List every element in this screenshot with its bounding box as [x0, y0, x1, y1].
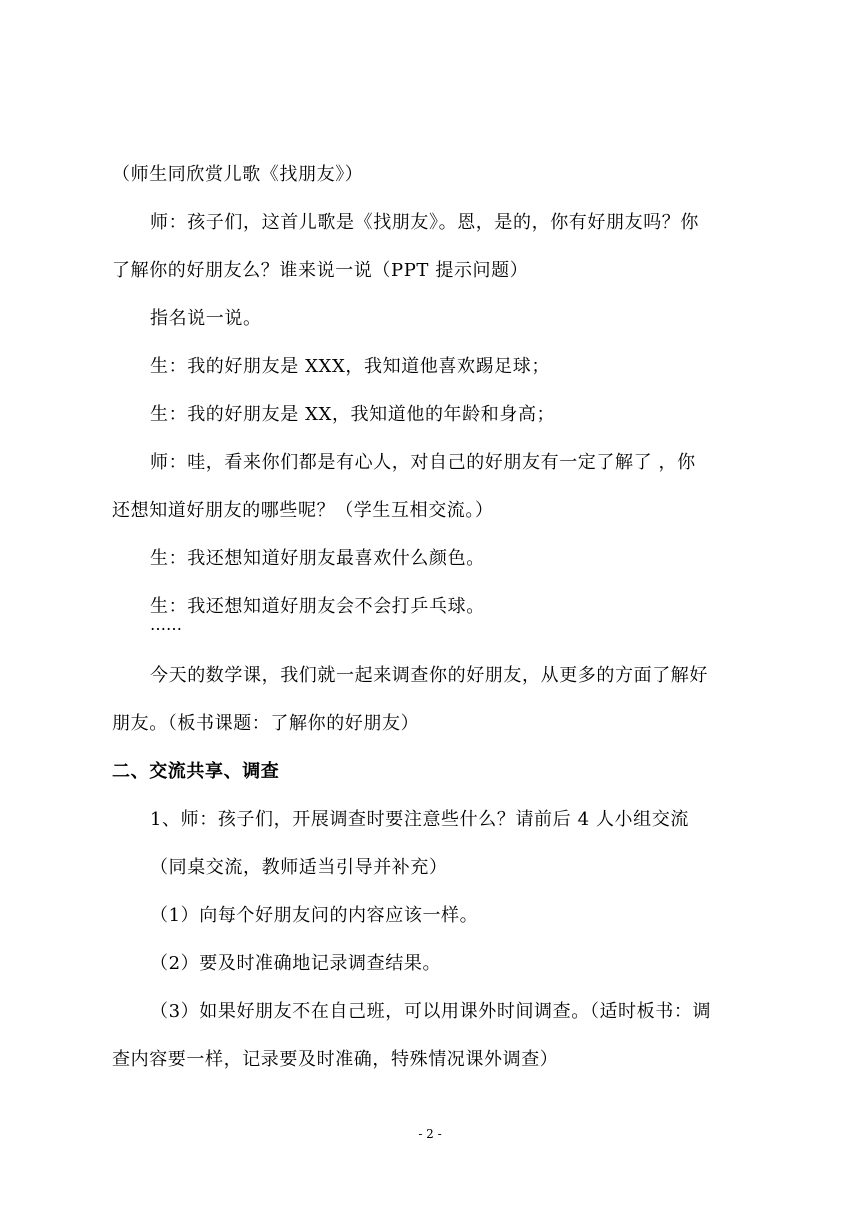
- paragraph-line: 指名说一说。: [150, 308, 262, 329]
- paragraph-line: 还想知道好朋友的哪些呢？（学生互相交流。）: [112, 500, 494, 521]
- page-number: - 2 -: [418, 1127, 442, 1141]
- paragraph-line: （同桌交流，教师适当引导并补充）: [150, 857, 448, 878]
- paragraph-line: 查内容要一样，记录要及时准确，特殊情况课外调查）: [112, 1049, 559, 1070]
- paragraph-line: （2）要及时准确地记录调查结果。: [150, 953, 442, 974]
- paragraph-line: （师生同欣赏儿歌《找朋友》）: [112, 164, 364, 185]
- paragraph-line: 师：孩子们，这首儿歌是《找朋友》。恩，是的，你有好朋友吗？你: [150, 212, 699, 233]
- paragraph-line: 生：我的好朋友是 XX，我知道他的年龄和身高；: [150, 404, 556, 425]
- paragraph-line: （1）向每个好朋友问的内容应该一样。: [150, 905, 479, 926]
- paragraph-line: 今天的数学课，我们就一起来调查你的好朋友，从更多的方面了解好: [150, 665, 708, 686]
- paragraph-line: 生：我的好朋友是 XXX，我知道他喜欢踢足球；: [150, 356, 550, 377]
- paragraph-line: 生：我还想知道好朋友会不会打乒乓球。: [150, 596, 485, 617]
- paragraph-line: （3）如果好朋友不在自己班，可以用课外时间调查。（适时板书：调: [150, 1001, 712, 1022]
- ellipsis: ……: [150, 615, 182, 634]
- paragraph-line: 生：我还想知道好朋友最喜欢什么颜色。: [150, 548, 485, 569]
- paragraph-line: 朋友。（板书课题：了解你的好朋友）: [112, 713, 420, 734]
- paragraph-line: 了解你的好朋友么？谁来说一说（PPT 提示问题）: [112, 260, 529, 281]
- section-heading: 二、交流共享、调查: [112, 761, 280, 782]
- paragraph-line: 1、师：孩子们，开展调查时要注意些什么？请前后 4 人小组交流: [150, 809, 689, 830]
- paragraph-line: 师：哇，看来你们都是有心人，对自己的好朋友有一定了解了 ，你: [150, 452, 696, 473]
